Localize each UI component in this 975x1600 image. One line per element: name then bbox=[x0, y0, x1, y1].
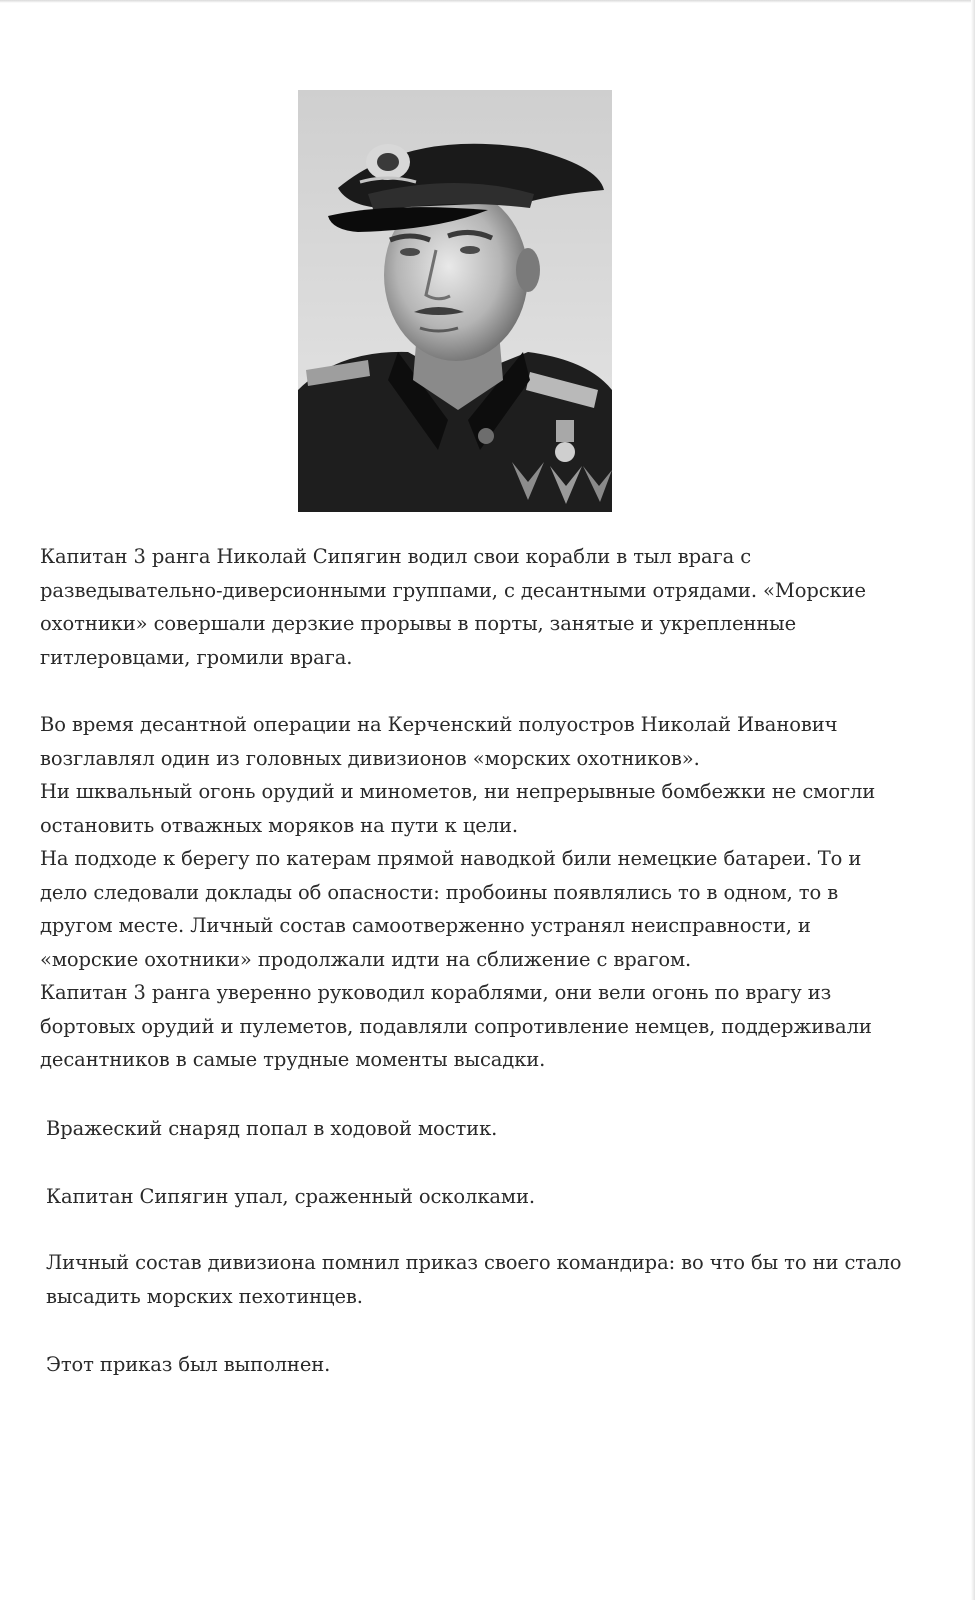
text-line: Вражеский снаряд попал в ходовой мостик. bbox=[46, 1117, 498, 1140]
paragraph-4 bbox=[46, 1180, 946, 1214]
paragraph-3 bbox=[46, 1112, 946, 1146]
text-line: «морские охотники» продолжали идти на сближение с врагом. bbox=[40, 947, 692, 971]
text-line: Капитан Сипягин упал, сраженный осколками. bbox=[46, 1185, 535, 1208]
paragraph-1 bbox=[40, 540, 940, 674]
portrait-photo bbox=[298, 90, 612, 512]
text-line: бортовых орудий и пулеметов, подавляли сопротивление немцев, поддерживали bbox=[40, 1014, 872, 1038]
text-line: Личный состав дивизиона помнил приказ своего командира: во что бы то ни стало bbox=[46, 1251, 902, 1274]
text-line: другом месте. Личный состав самоотверженно устранял неисправности, и bbox=[40, 914, 811, 937]
portrait-photo-icon bbox=[298, 90, 612, 512]
paragraph-2 bbox=[40, 708, 940, 1077]
text-line: Этот приказ был выполнен. bbox=[46, 1353, 331, 1376]
text-line: Капитан 3 ранга уверенно руководил кораблями, они вели огонь по врагу из bbox=[40, 981, 832, 1004]
paragraph-5 bbox=[46, 1246, 946, 1313]
paragraph-6 bbox=[46, 1348, 946, 1382]
text-line: охотники» совершали дерзкие прорывы в порты, занятые и укрепленные bbox=[40, 612, 797, 635]
scan-edge-top bbox=[0, 0, 975, 3]
text-line: Во время десантной операции на Керченский полуостров Николай Иванович bbox=[40, 713, 838, 736]
text-line: высадить морских пехотинцев. bbox=[46, 1284, 363, 1308]
text-line: дело следовали доклады об опасности: пробоины появлялись то в одном, то в bbox=[40, 880, 839, 904]
text-line: остановить отважных моряков на пути к цели. bbox=[40, 813, 518, 837]
text-line: десантников в самые трудные моменты высадки. bbox=[40, 1048, 546, 1071]
scan-edge-right bbox=[971, 0, 975, 1600]
text-line: Капитан 3 ранга Николай Сипягин водил свои корабли в тыл врага с bbox=[40, 545, 752, 568]
text-line: возглавлял один из головных дивизионов «морских охотников». bbox=[40, 746, 700, 770]
text-line: гитлеровцами, громили врага. bbox=[40, 645, 353, 669]
text-line: На подходе к берегу по катерам прямой наводкой били немецкие батареи. То и bbox=[40, 847, 862, 870]
text-line: разведывательно-диверсионными группами, с десантными отрядами. «Морские bbox=[40, 578, 866, 602]
text-line: Ни шквальный огонь орудий и минометов, ни непрерывные бомбежки не смогли bbox=[40, 780, 876, 803]
